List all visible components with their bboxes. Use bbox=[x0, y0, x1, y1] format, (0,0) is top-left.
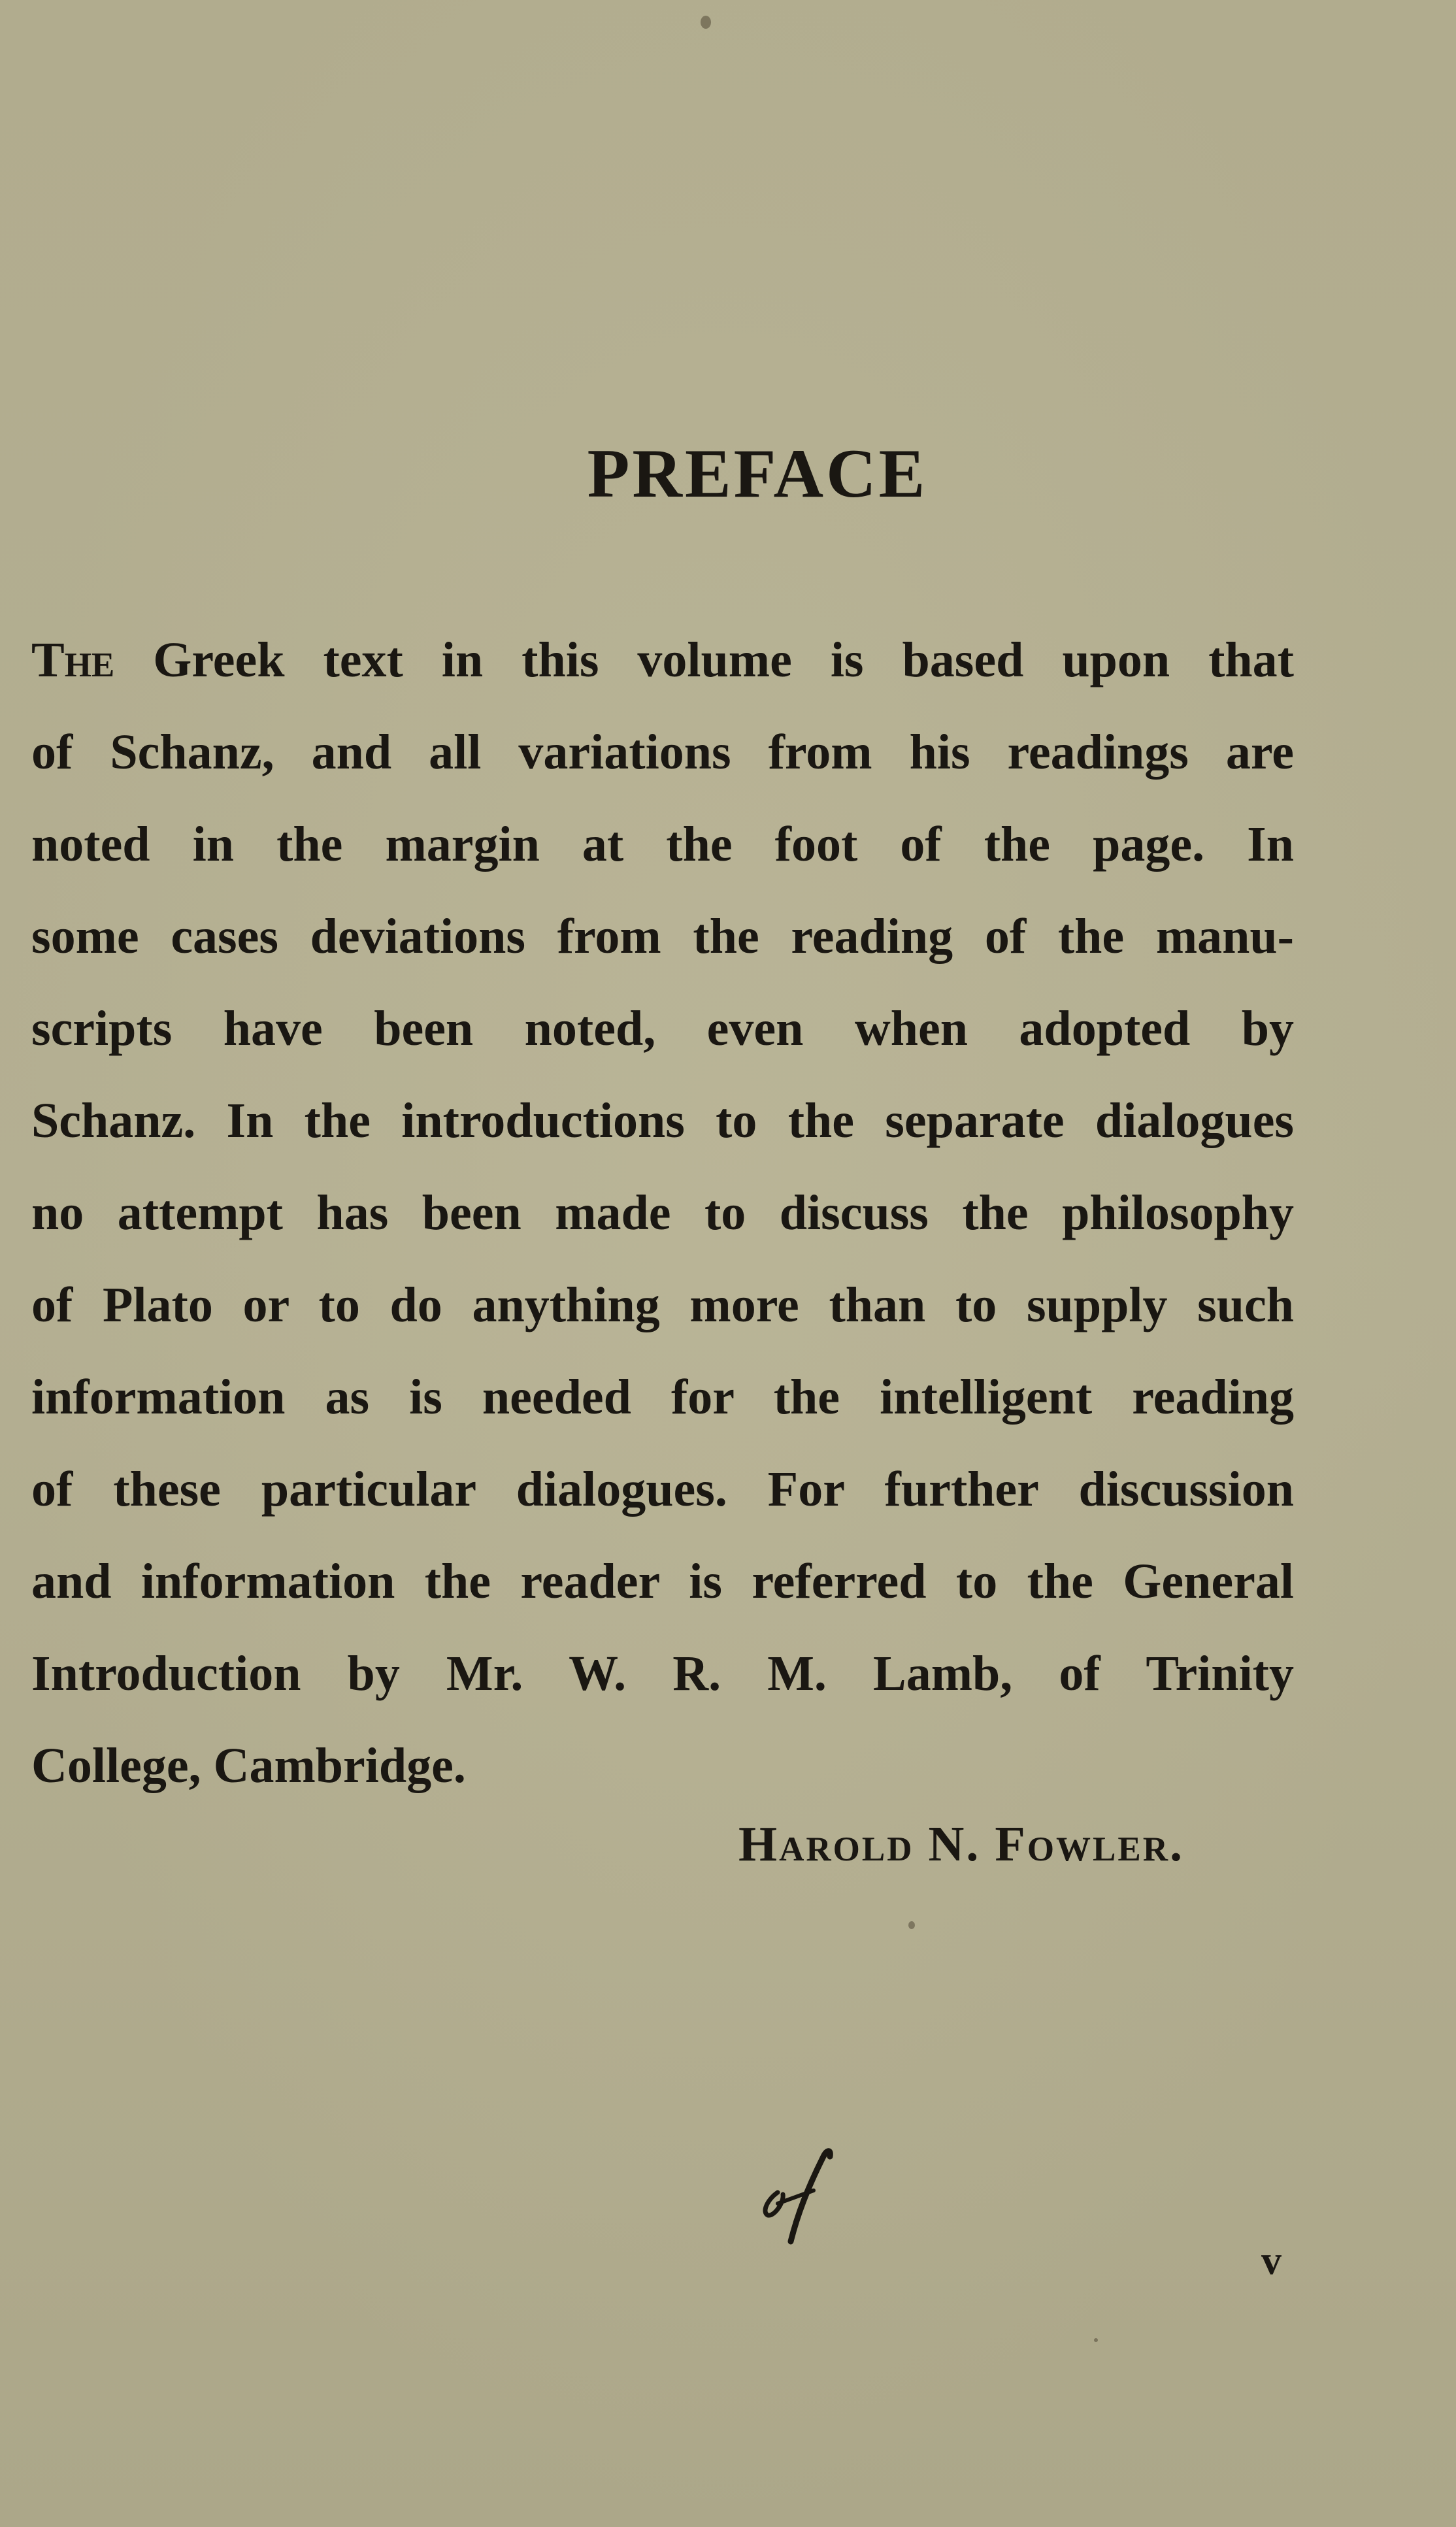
printer-mark-icon bbox=[732, 2130, 863, 2261]
paper-speck bbox=[701, 16, 711, 29]
text-line: of Plato or to do anything more than to supply such bbox=[31, 1278, 1294, 1332]
text-line: College, Cambridge. bbox=[31, 1738, 466, 1793]
text-line: scripts have been noted, even when adopted by bbox=[31, 1001, 1294, 1056]
text-line: some cases deviations from the reading of the manu- bbox=[31, 909, 1294, 964]
page-title: PREFACE bbox=[587, 435, 928, 512]
text-line: of these particular dialogues. For further discussion bbox=[31, 1462, 1294, 1517]
text-line: information as is needed for the intelligent reading bbox=[31, 1370, 1294, 1425]
text-line: and information the reader is referred to the General bbox=[31, 1554, 1294, 1609]
paper-speck bbox=[908, 1921, 915, 1929]
first-word: The bbox=[31, 633, 115, 687]
text-line: no attempt has been made to discuss the philosophy bbox=[31, 1185, 1294, 1240]
text-line: noted in the margin at the foot of the page. In bbox=[31, 817, 1294, 872]
text-line: Introduction by Mr. W. R. M. Lamb, of Trinity bbox=[31, 1646, 1294, 1701]
text-line: Schanz. In the introductions to the separate dialogues bbox=[31, 1093, 1294, 1148]
author-signature: Harold N. Fowler. bbox=[738, 1817, 1185, 1872]
text-line: of Schanz, and all variations from his readings are bbox=[31, 725, 1294, 780]
paper-speck bbox=[1094, 2338, 1098, 2342]
page-number: v bbox=[1261, 2239, 1282, 2283]
text-line-rest: Greek text in this volume is based upon that bbox=[114, 633, 1294, 687]
text-line bbox=[31, 614, 1294, 706]
preface-body bbox=[31, 614, 1294, 1812]
